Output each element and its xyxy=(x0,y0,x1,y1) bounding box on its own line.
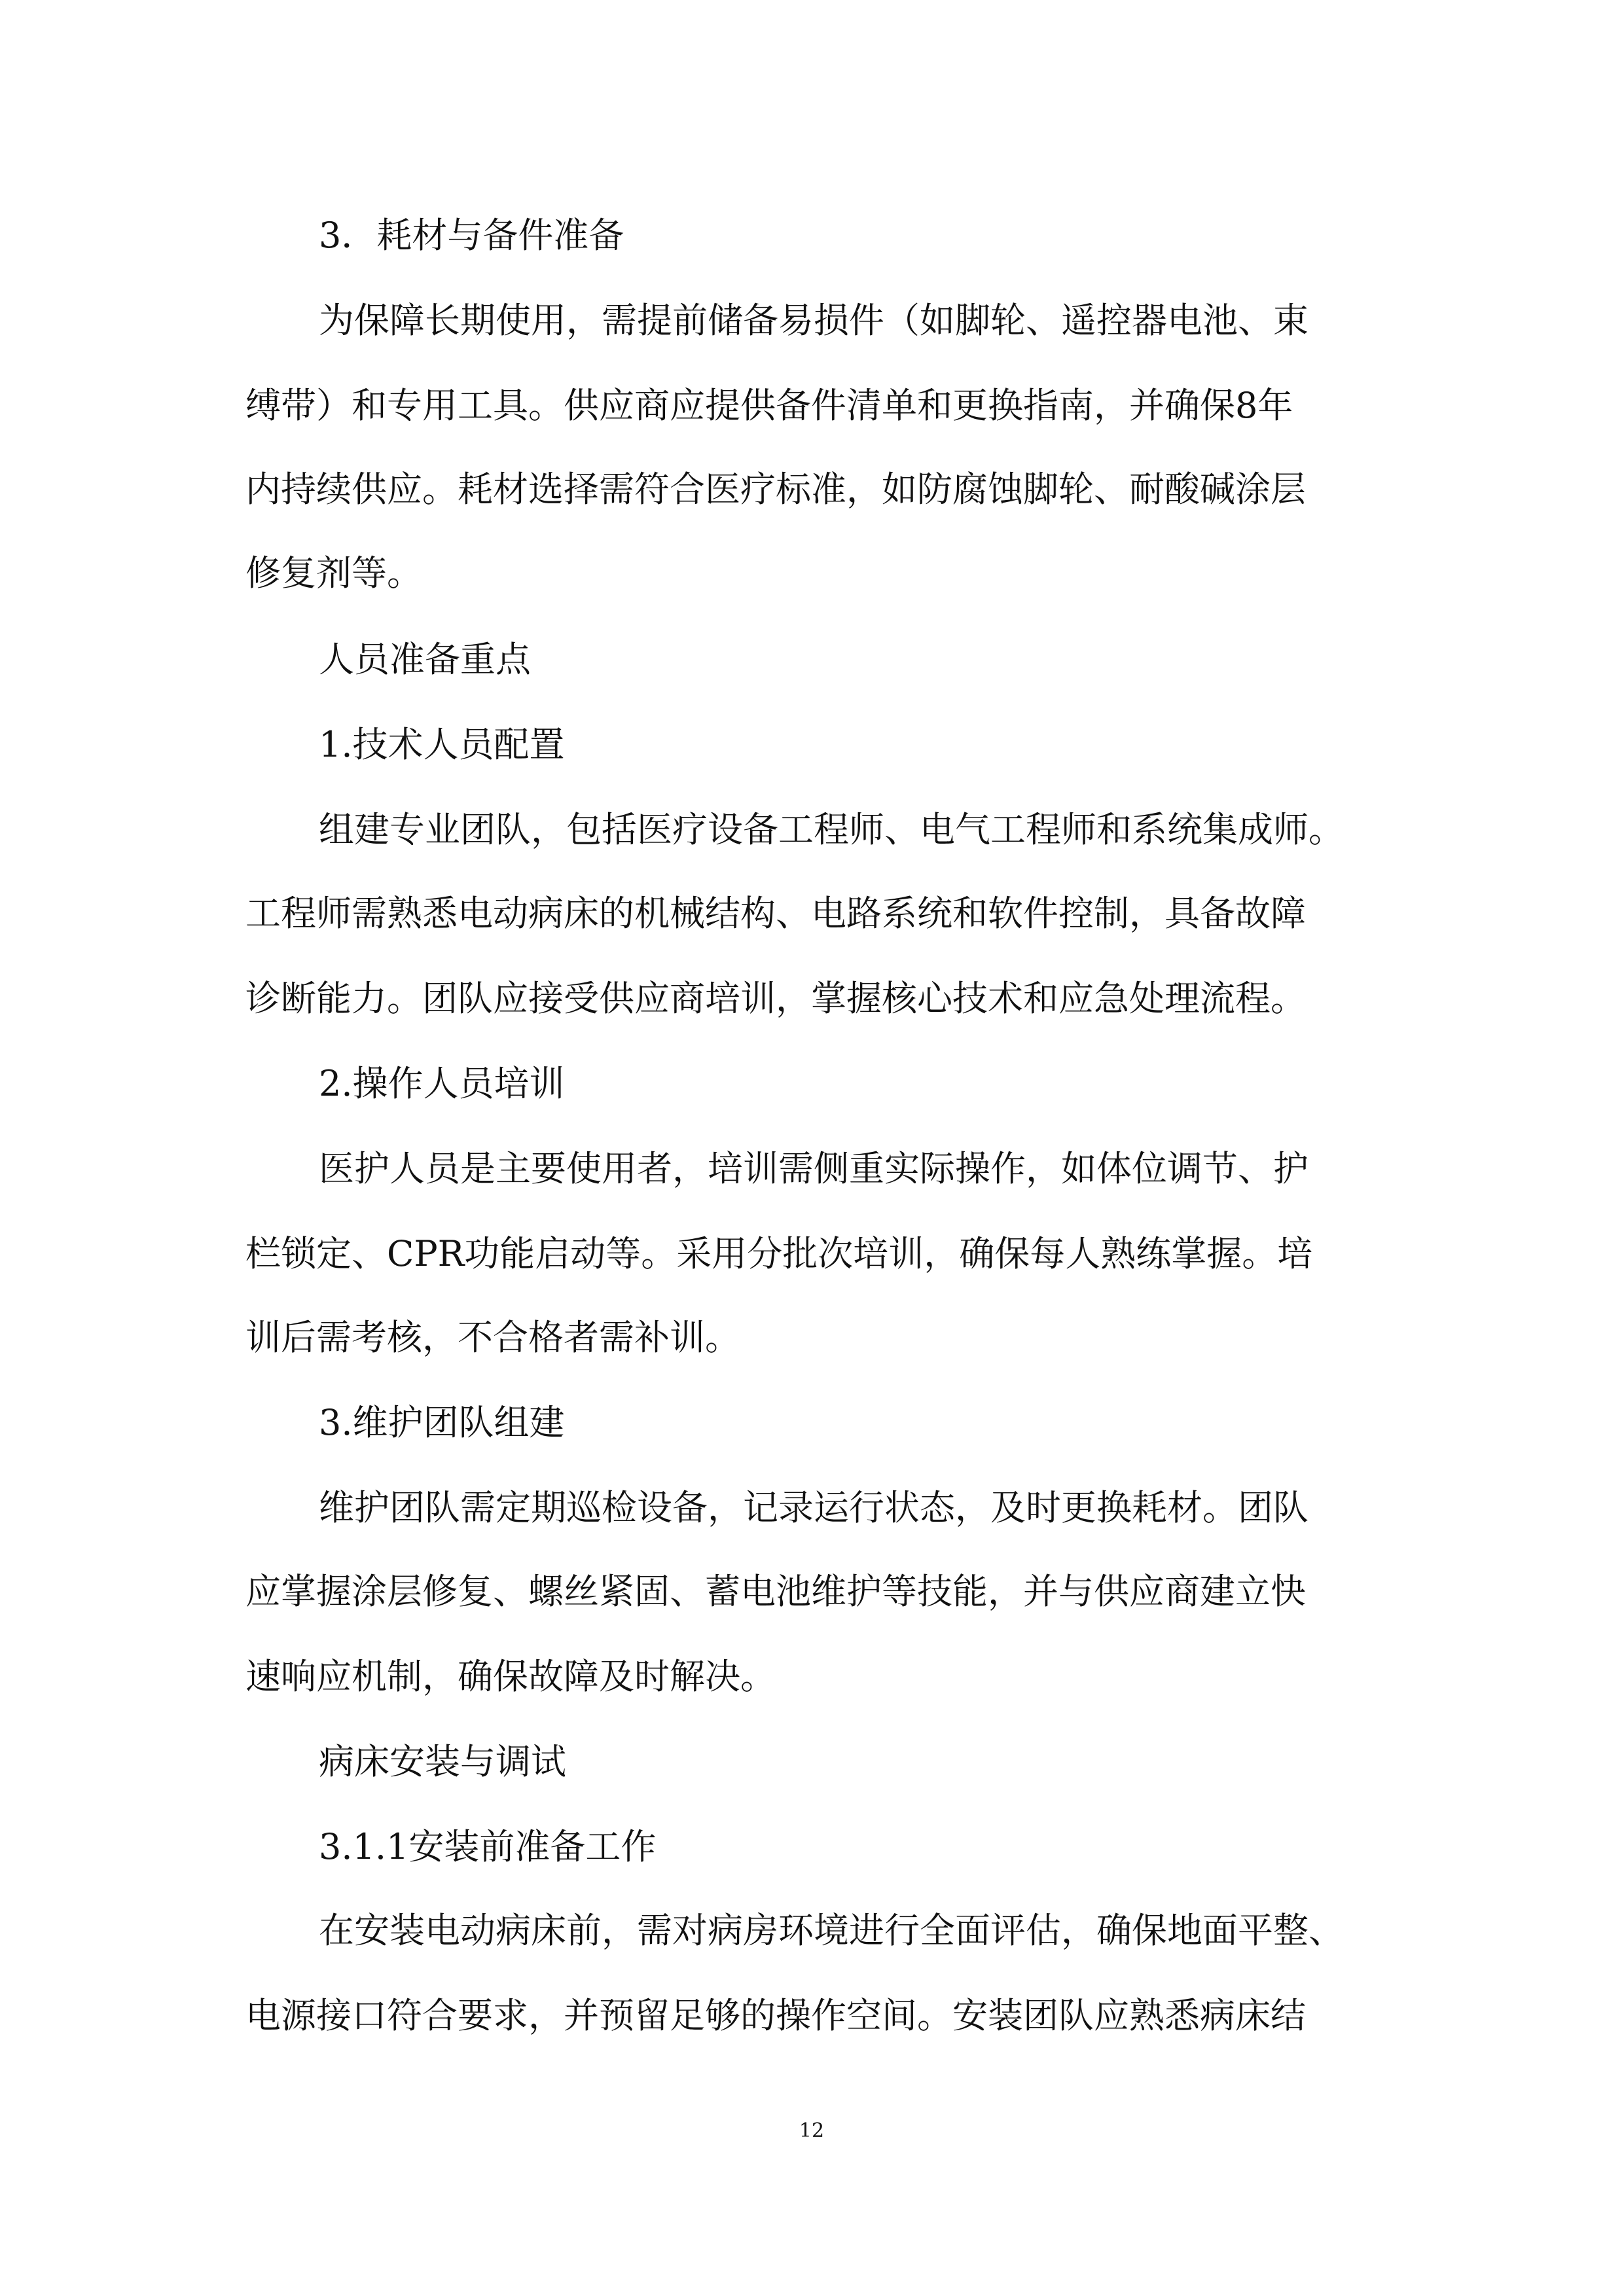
paragraph-line: 工程师需熟悉电动病床的机械结构、电路系统和软件控制，具备故障 xyxy=(245,893,1306,934)
paragraph-line: 速响应机制，确保故障及时解决。 xyxy=(245,1656,776,1697)
paragraph-line: 组建专业团队，包括医疗设备工程师、电气工程师和系统集成师。 xyxy=(319,809,1344,850)
subheading-operator-training: 2.操作人员培训 xyxy=(319,1063,565,1104)
paragraph-line: 诊断能力。团队应接受供应商培训，掌握核心技术和应急处理流程。 xyxy=(245,978,1306,1019)
page-number: 12 xyxy=(799,2119,825,2142)
subheading-technical-staff: 1.技术人员配置 xyxy=(319,724,565,765)
subheading-preinstallation: 3.1.1安装前准备工作 xyxy=(319,1826,657,1867)
paragraph-line: 内持续供应。耗材选择需符合医疗标准，如防腐蚀脚轮、耐酸碱涂层 xyxy=(245,469,1306,510)
paragraph-line: 电源接口符合要求，并预留足够的操作空间。安装团队应熟悉病床结 xyxy=(245,1995,1306,2036)
section-heading-installation: 病床安装与调试 xyxy=(319,1741,566,1782)
paragraph-line: 在安装电动病床前，需对病房环境进行全面评估，确保地面平整、 xyxy=(319,1910,1344,1951)
subheading-maintenance-team: 3.维护团队组建 xyxy=(319,1402,565,1443)
paragraph-line: 为保障长期使用，需提前储备易损件（如脚轮、遥控器电池、束 xyxy=(319,300,1308,341)
paragraph-line: 医护人员是主要使用者，培训需侧重实际操作，如体位调节、护 xyxy=(319,1148,1308,1189)
paragraph-line: 训后需考核，不合格者需补训。 xyxy=(245,1317,740,1358)
section-heading-personnel: 人员准备重点 xyxy=(319,639,531,680)
section-heading-consumables: 3．耗材与备件准备 xyxy=(319,215,624,256)
paragraph-line: 维护团队需定期巡检设备，记录运行状态，及时更换耗材。团队 xyxy=(319,1487,1308,1528)
paragraph-line: 栏锁定、CPR功能启动等。采用分批次培训，确保每人熟练掌握。培 xyxy=(245,1233,1313,1274)
paragraph-line: 应掌握涂层修复、螺丝紧固、蓄电池维护等技能，并与供应商建立快 xyxy=(245,1571,1306,1612)
paragraph-line: 修复剂等。 xyxy=(245,552,422,594)
paragraph-line: 缚带）和专用工具。供应商应提供备件清单和更换指南，并确保8年 xyxy=(245,385,1293,426)
